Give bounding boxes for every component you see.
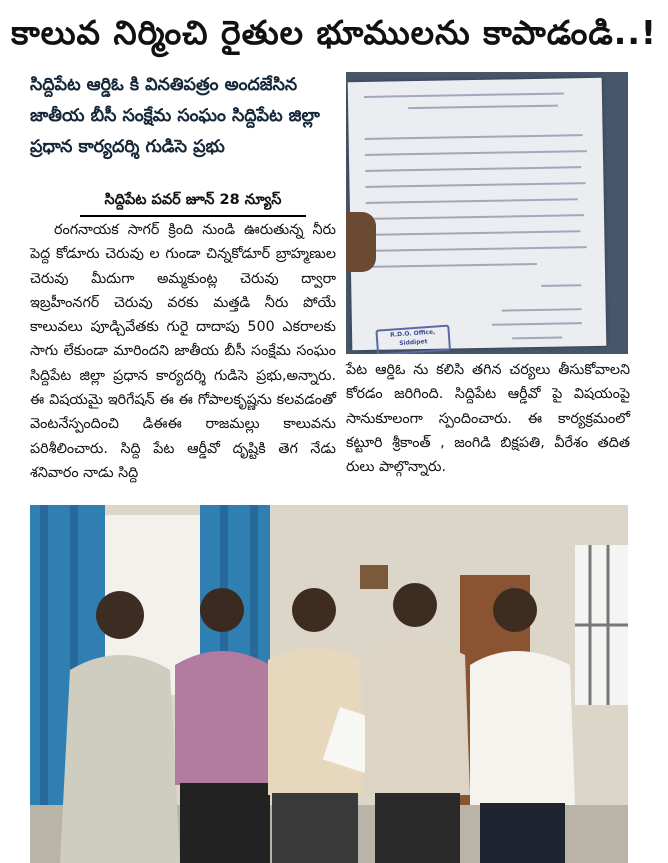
- letter-photo: [346, 72, 628, 354]
- article-body-left: [30, 218, 336, 485]
- subheadline: సిద్దిపేట ఆర్డిఓ కి వినతిపత్రం అందజేసిన జాతీయ బీసీ సంక్షేమ సంఘం సిద్దిపేట జిల్లా ప్రధాన కార్యదర్శి గుడిసె ప్రభు: [30, 75, 320, 157]
- article-body-right: [346, 358, 630, 479]
- article-paragraph-left: రంగనాయక సాగర్ క్రింది నుండి ఊరుతున్న నీరు పెద్ద కోడూరు చెరువు ల గుండా చిన్నకోడూర్ బ్రాహ్మణుల చెరువు మీదుగా అమ్మకుంట్ల చెరువు ద్వారా ఇబ్రహీంనగర్ చెరువు వరకు మత్తడి నీరు పోయే కాలువలు పూడ్చివేతకు గురై దాదాపు 500 ఎకరాలకు సాగు లేకుండా మారిందని జాతీయ బీసీ సంక్షేమ సంఘం సిద్దిపేట జిల్లా ప్రధాన కార్యదర్శి గుడిసె ప్రభు,అన్నారు. ఈ విషయమై ఇరిగేషన్ ఈ ఈ గోపాలకృష్ణను కలవడంతో వెంటనేస్పందించి డిఈఈ రాజమల్లు కాలువను పరిశీలించారు. సిద్ది పేట ఆర్డీవో దృష్టికి తెగ నేడు శనివారం నాడు సిద్ది: [30, 222, 336, 481]
- article-paragraph-right: పేట ఆర్డిఓ ను కలిసి తగిన చర్యలు తీసుకోవాలని కోరడం జరిగింది. సిద్దిపేట ఆర్డీవో పై విషయంపై సానుకూలంగా స్పందించారు. ఈ కార్యక్రమంలో కట్టూరి శ్రీకాంత్ , జంగిడి బిక్షపతి, వీరేశం తదిత రులు పాల్గొన్నారు.: [346, 362, 630, 476]
- headline: కాలువ నిర్మించి రైతుల భూములను కాపాడండి..!: [11, 13, 657, 52]
- petition-letter: [348, 78, 607, 350]
- group-photo-illustration: [30, 505, 628, 863]
- hand-holding-letter: [346, 212, 376, 272]
- office-stamp: R.D.O. Office, Siddipet: [375, 325, 451, 354]
- group-photo: [30, 505, 628, 863]
- byline: సిద్దిపేట పవర్ జూన్ 28 న్యూస్: [80, 192, 306, 217]
